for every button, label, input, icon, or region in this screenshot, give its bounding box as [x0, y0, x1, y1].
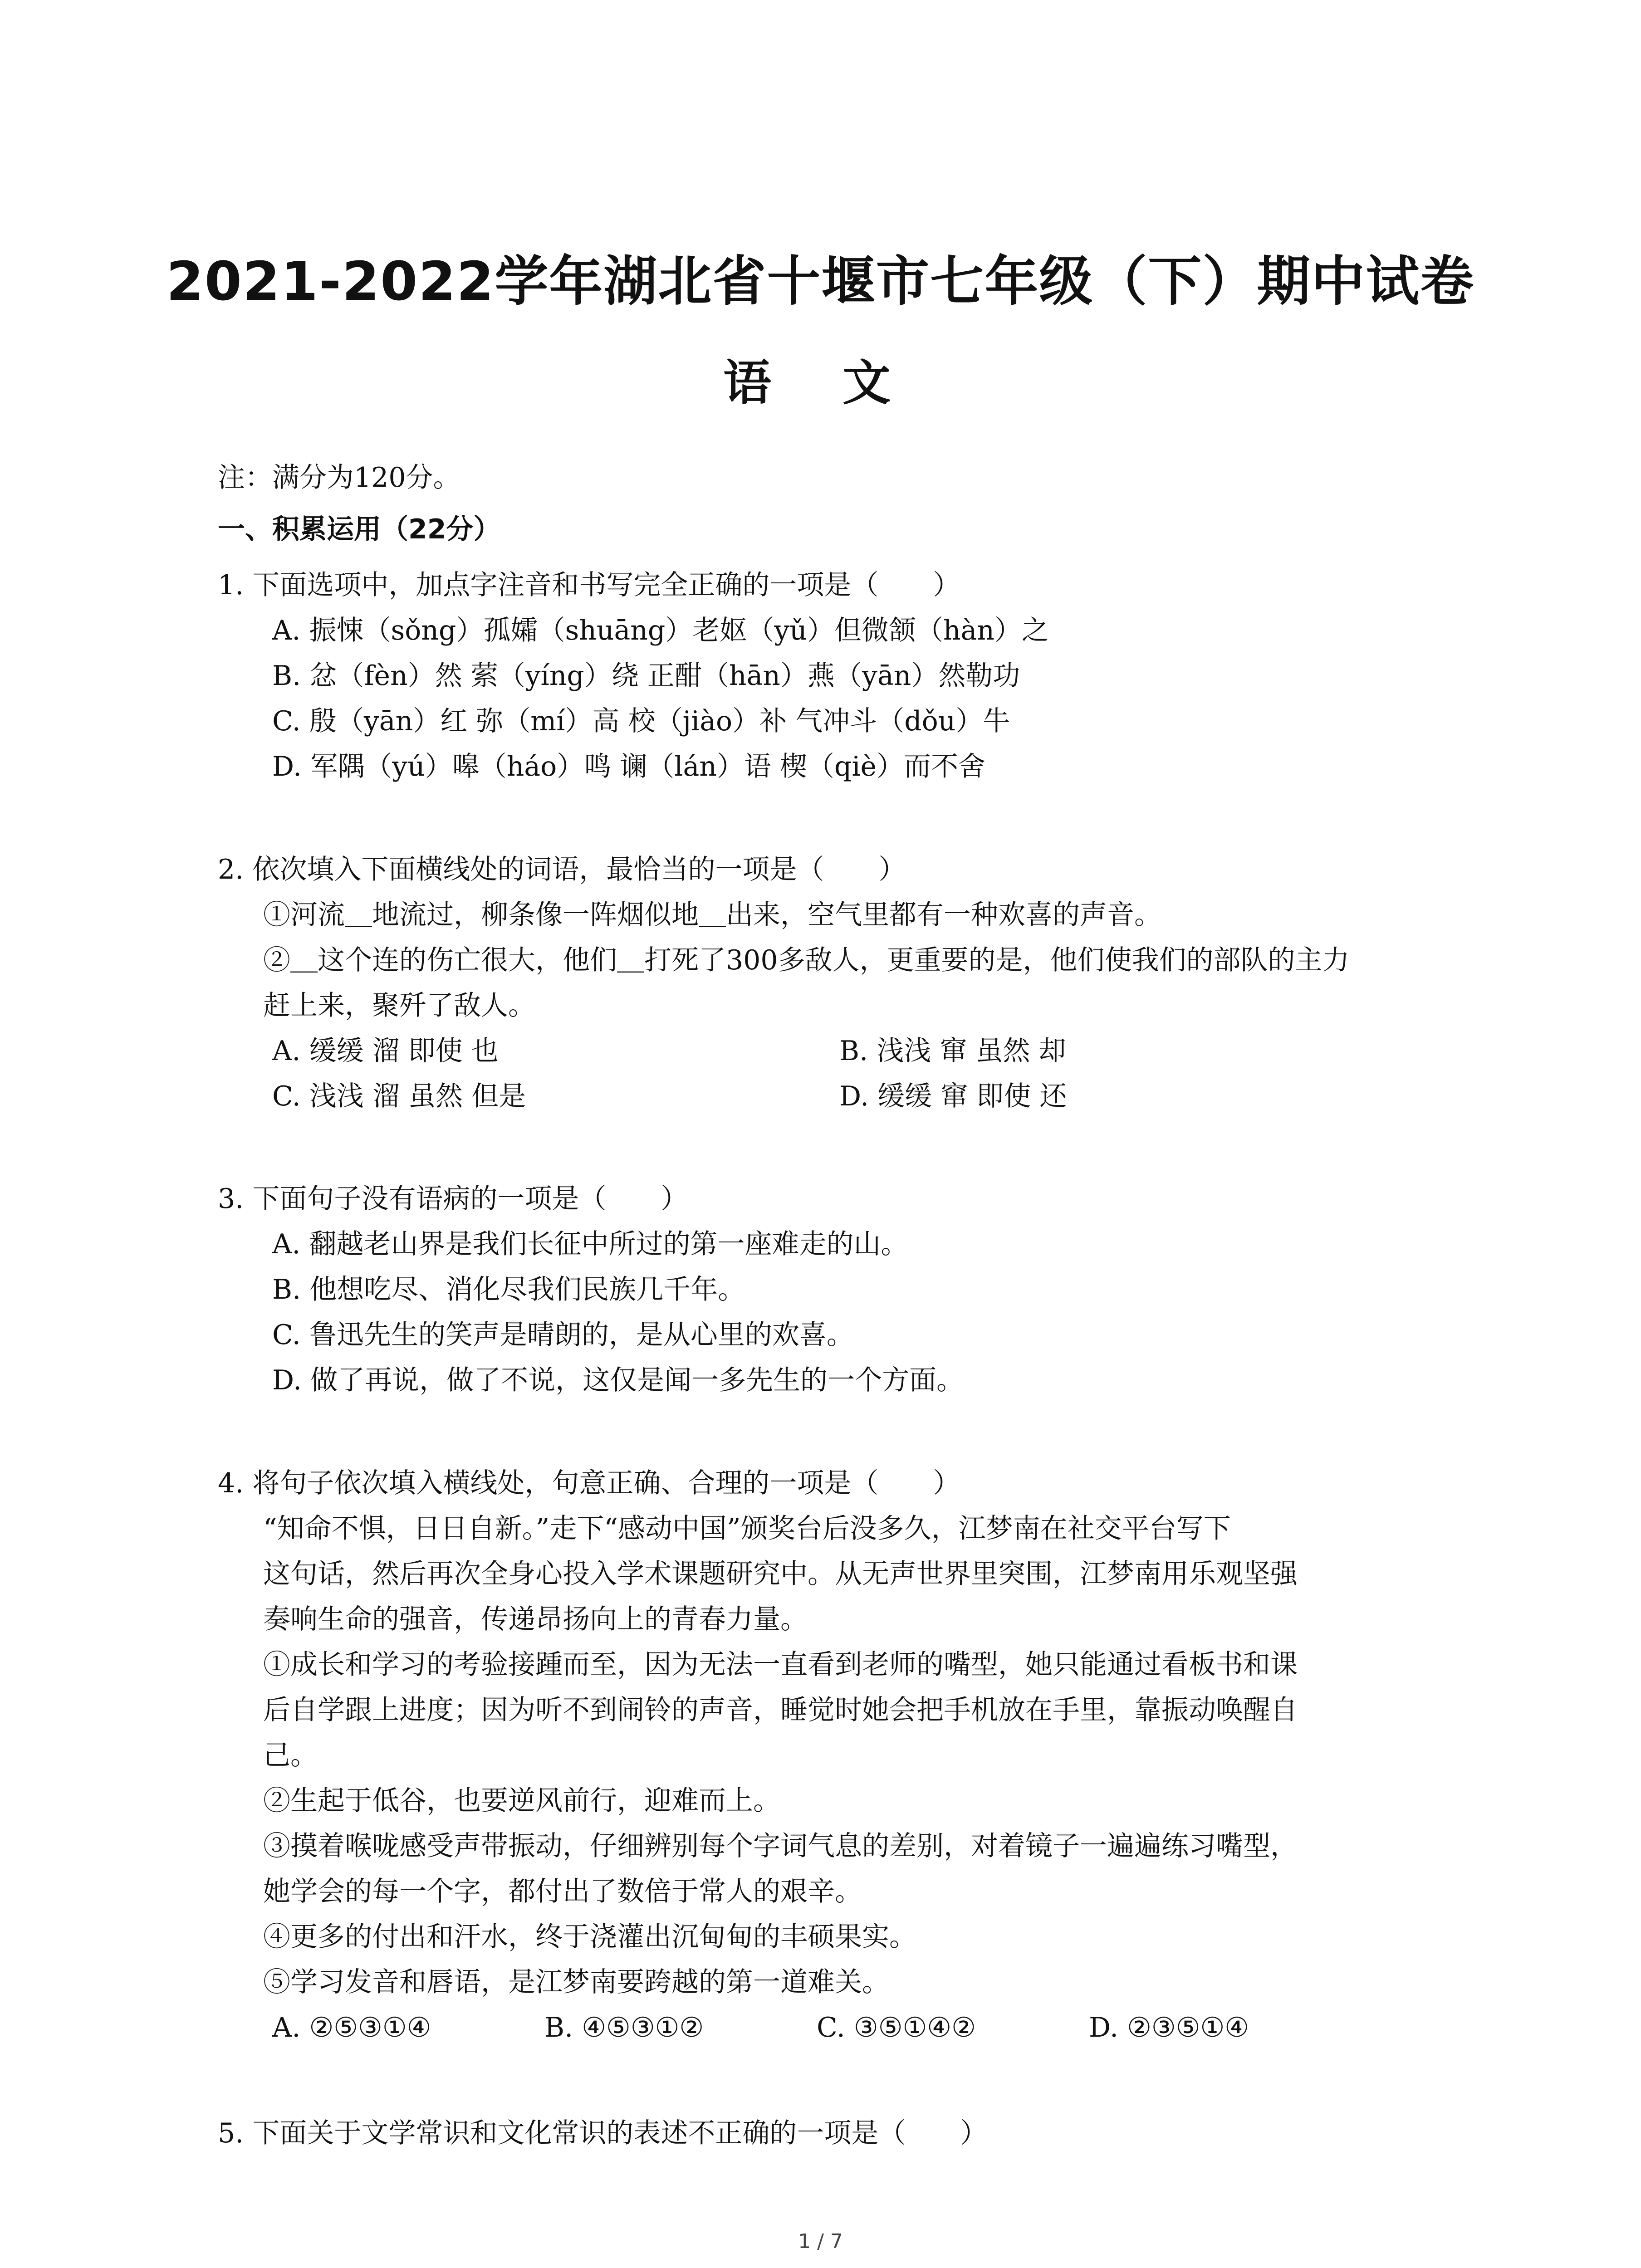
- question-4-option-b: B. ④⑤③①②: [544, 2012, 704, 2043]
- question-3-option-b: B. 他想吃尽、消化尽我们民族几千年。: [272, 1274, 745, 1305]
- question-1-option-a: A. 振悚（sǒng）孤孀（shuāng）老妪（yǔ）但微颔（hàn）之: [272, 615, 1049, 646]
- question-4-line-6: 己。: [263, 1740, 318, 1771]
- section-heading-1: 一、积累运用（22分）: [218, 513, 501, 545]
- page-number: 1 / 7: [798, 2230, 843, 2253]
- question-1-option-d: D. 军隅（yú）嗥（háo）鸣 谰（lán）语 楔（qiè）而不舍: [272, 751, 986, 782]
- question-4-option-d: D. ②③⑤①④: [1089, 2012, 1249, 2043]
- question-4-line-1: “知命不惧，日日自新。”走下“感动中国”颁奖台后没多久，江梦南在社交平台写下: [263, 1513, 1231, 1545]
- question-2-line-2: ②＿这个连的伤亡很大，他们＿打死了300多敌人，更重要的是，他们使我们的部队的主力: [263, 944, 1350, 976]
- question-3-stem: 3. 下面句子没有语病的一项是（ ）: [218, 1183, 688, 1215]
- question-4-line-7: ②生起于低谷，也要逆风前行，迎难而上。: [263, 1785, 780, 1817]
- question-4-stem: 4. 将句子依次填入横线处，句意正确、合理的一项是（ ）: [218, 1467, 960, 1499]
- question-1-stem: 1. 下面选项中，加点字注音和书写完全正确的一项是（ ）: [218, 569, 960, 601]
- question-4-line-4: ①成长和学习的考验接踵而至，因为无法一直看到老师的嘴型，她只能通过看板书和课: [263, 1649, 1298, 1681]
- question-4-line-8: ③摸着喉咙感受声带振动，仔细辨别每个字词气息的差别，对着镜子一遍遍练习嘴型，: [263, 1830, 1298, 1862]
- question-4-option-a: A. ②⑤③①④: [272, 2012, 431, 2043]
- question-3-option-a: A. 翻越老山界是我们长征中所过的第一座难走的山。: [272, 1228, 908, 1260]
- question-4-line-2: 这句话，然后再次全身心投入学术课题研究中。从无声世界里突围，江梦南用乐观坚强: [263, 1558, 1298, 1590]
- question-4-line-3: 奏响生命的强音，传递昂扬向上的青春力量。: [263, 1603, 808, 1635]
- question-2-line-3: 赶上来，聚歼了敌人。: [263, 990, 535, 1022]
- question-3-option-c: C. 鲁迅先生的笑声是晴朗的，是从心里的欢喜。: [272, 1319, 854, 1351]
- question-4-line-11: ⑤学习发音和唇语，是江梦南要跨越的第一道难关。: [263, 1966, 889, 1998]
- question-2-stem: 2. 依次填入下面横线处的词语，最恰当的一项是（ ）: [218, 854, 906, 885]
- exam-title: 2021-2022学年湖北省十堰市七年级（下）期中试卷: [166, 250, 1475, 313]
- question-4-option-c: C. ③⑤①④②: [817, 2012, 976, 2043]
- question-5-stem: 5. 下面关于文学常识和文化常识的表述不正确的一项是（ ）: [218, 2117, 988, 2149]
- question-2-option-c: C. 浅浅 溜 虽然 但是: [272, 1080, 526, 1112]
- question-1-option-b: B. 忿（fèn）然 萦（yíng）绕 正酣（hān）燕（yān）然勒功: [272, 660, 1020, 692]
- question-2-line-1: ①河流＿地流过，柳条像一阵烟似地＿出来，空气里都有一种欢喜的声音。: [263, 899, 1161, 931]
- score-note: 注：满分为120分。: [218, 462, 460, 494]
- question-2-option-b: B. 浅浅 窜 虽然 却: [839, 1035, 1066, 1067]
- question-4-line-5: 后自学跟上进度；因为听不到闹铃的声音，睡觉时她会把手机放在手里，靠振动唤醒自: [263, 1694, 1298, 1726]
- question-3-option-d: D. 做了再说，做了不说，这仅是闻一多先生的一个方面。: [272, 1364, 964, 1396]
- exam-subject: 语 文: [723, 355, 918, 411]
- question-2-option-a: A. 缓缓 溜 即使 也: [272, 1035, 499, 1067]
- question-1-option-c: C. 殷（yān）红 弥（mí）高 校（jiào）补 气冲斗（dǒu）牛: [272, 705, 1010, 737]
- question-2-option-d: D. 缓缓 窜 即使 还: [839, 1080, 1067, 1112]
- question-4-line-10: ④更多的付出和汗水，终于浇灌出沉甸甸的丰硕果实。: [263, 1921, 916, 1953]
- question-4-line-9: 她学会的每一个字，都付出了数倍于常人的艰辛。: [263, 1876, 862, 1907]
